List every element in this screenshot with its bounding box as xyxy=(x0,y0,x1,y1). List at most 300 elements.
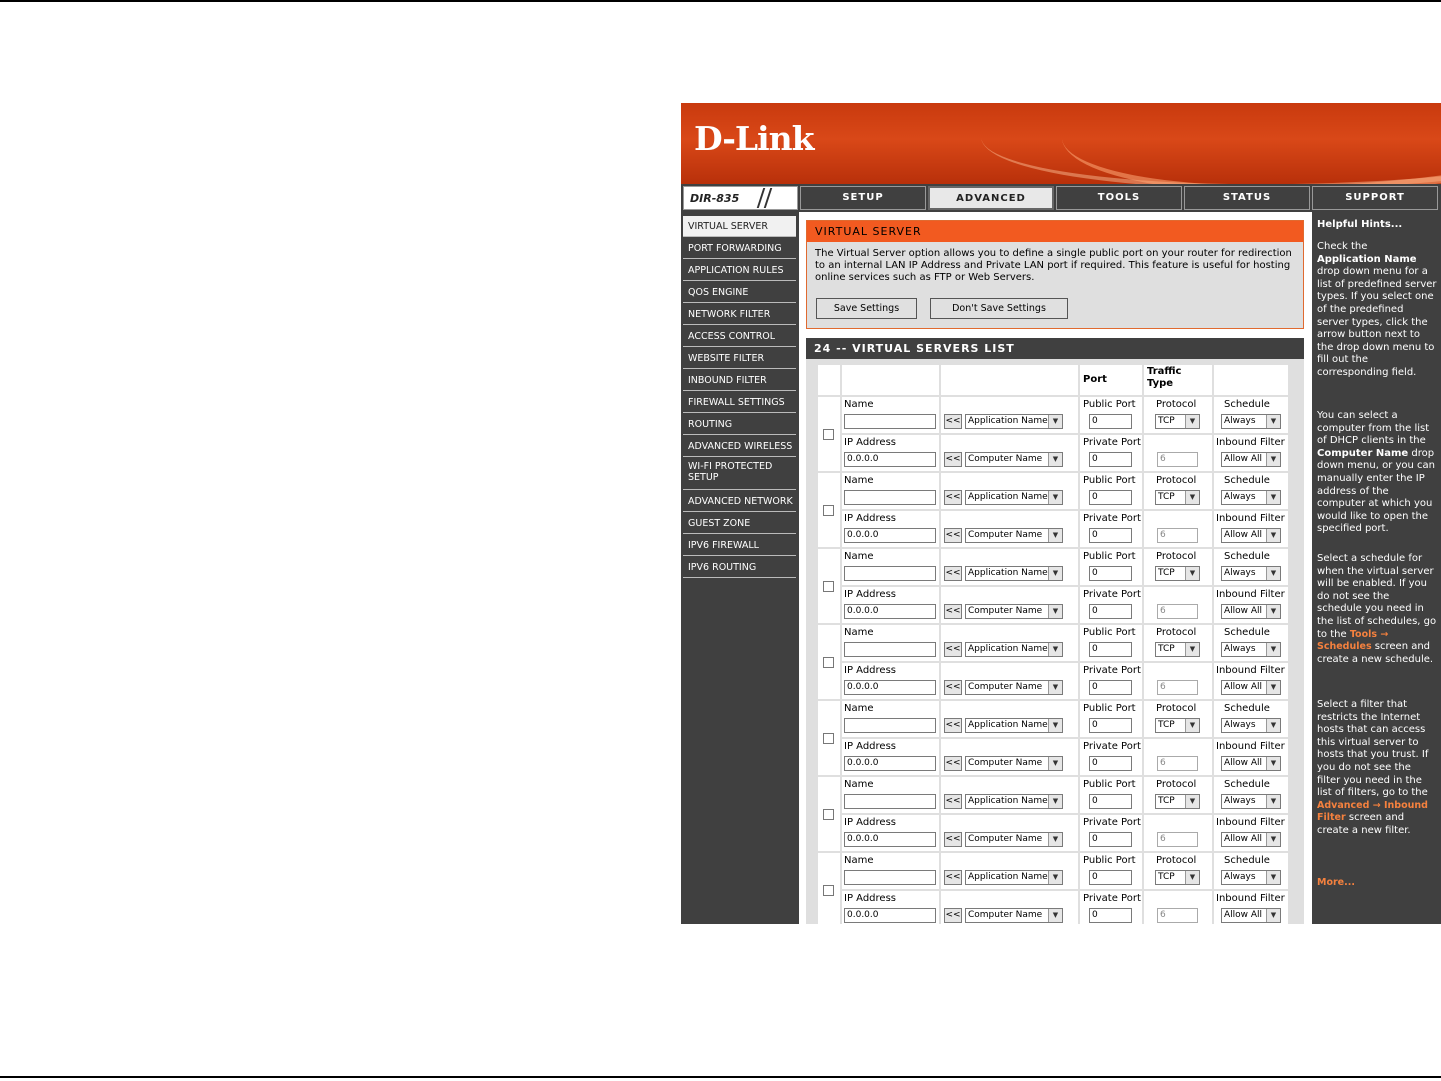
private-port-label: Private Port xyxy=(1083,437,1141,448)
protocol-number-cell xyxy=(1144,891,1212,924)
public-port-input[interactable]: 0 xyxy=(1089,642,1132,657)
public-port-cell xyxy=(1080,473,1142,509)
hint-schedule: Select a schedule for when the virtual server will be enabled. If you do not see the schedule you need in the list of schedules, go to the Tools → Schedules screen and create a new schedule. xyxy=(1317,553,1437,665)
inbound-filter-select[interactable]: Allow All ▼ xyxy=(1221,680,1281,695)
schedule-cell xyxy=(1214,473,1288,509)
inbound-filter-cell xyxy=(1214,739,1288,775)
hint-inbound-filter: Select a filter that restricts the Internet hosts that can access this virtual server to hosts that you trust. If you do not see the filter you need in the list of filters, go to the Advanced → Inbound Filter screen and create a new filter. xyxy=(1317,699,1429,836)
computer-cell xyxy=(941,891,1078,924)
header-cell-blank xyxy=(941,365,1078,395)
model-label: DIR-835 xyxy=(690,192,740,205)
inbound-filter-label: Inbound Filter xyxy=(1216,589,1285,600)
schedule-label: Schedule xyxy=(1224,399,1270,410)
chevron-down-icon: ▼ xyxy=(1048,909,1062,922)
computer-name-select[interactable]: Computer Name ▼ xyxy=(965,452,1063,467)
private-port-cell xyxy=(1080,511,1142,547)
copy-application-button[interactable]: << xyxy=(944,642,962,657)
name-cell xyxy=(842,549,939,585)
ip-address-label: IP Address xyxy=(844,437,896,448)
inbound-filter-cell xyxy=(1214,891,1288,924)
model-badge xyxy=(683,186,798,210)
name-cell xyxy=(842,701,939,737)
schedule-cell xyxy=(1214,853,1288,889)
protocol-number-input[interactable]: 6 xyxy=(1157,604,1198,619)
private-port-input[interactable]: 0 xyxy=(1089,528,1132,543)
inbound-filter-label: Inbound Filter xyxy=(1216,665,1285,676)
schedule-label: Schedule xyxy=(1224,475,1270,486)
schedule-cell xyxy=(1214,777,1288,813)
protocol-number-input[interactable]: 6 xyxy=(1157,452,1198,467)
public-port-input[interactable]: 0 xyxy=(1089,718,1132,733)
chevron-down-icon: ▼ xyxy=(1266,757,1280,770)
chevron-down-icon: ▼ xyxy=(1266,491,1280,504)
application-name-select[interactable]: Application Name ▼ xyxy=(965,870,1063,885)
public-port-cell xyxy=(1080,701,1142,737)
port-header: Port xyxy=(1083,374,1107,385)
computer-name-select[interactable]: Computer Name ▼ xyxy=(965,832,1063,847)
private-port-cell xyxy=(1080,739,1142,775)
ip-cell xyxy=(842,511,939,547)
traffic-type-header: Traffic Type xyxy=(1147,366,1182,389)
protocol-select[interactable]: TCP ▼ xyxy=(1155,794,1200,809)
router-admin-frame xyxy=(681,103,1441,924)
application-cell xyxy=(941,625,1078,661)
chevron-down-icon: ▼ xyxy=(1266,415,1280,428)
ip-address-label: IP Address xyxy=(844,665,896,676)
name-input[interactable] xyxy=(844,490,936,505)
chevron-down-icon: ▼ xyxy=(1185,795,1199,808)
tab-setup[interactable]: SETUP xyxy=(800,186,926,210)
chevron-down-icon: ▼ xyxy=(1266,529,1280,542)
chevron-down-icon: ▼ xyxy=(1048,681,1062,694)
sidebar-item-access-control[interactable]: ACCESS CONTROL xyxy=(683,326,796,347)
enable-checkbox[interactable] xyxy=(823,429,834,440)
private-port-input[interactable]: 0 xyxy=(1089,756,1132,771)
tab-tools[interactable]: TOOLS xyxy=(1056,186,1182,210)
computer-cell xyxy=(941,815,1078,851)
header-cell-blank xyxy=(842,365,939,395)
sidebar-item-advanced-wireless[interactable]: ADVANCED WIRELESS xyxy=(683,436,796,457)
chevron-down-icon: ▼ xyxy=(1266,871,1280,884)
advanced-inbound-filter-link[interactable]: Advanced → Inbound Filter xyxy=(1317,799,1428,824)
hint-computer-name: You can select a computer from the list of DHCP clients in the Computer Name drop down menu, or you can manually enter the IP address of the computer at which you would like to open the specified port. xyxy=(1317,410,1436,535)
computer-name-select[interactable]: Computer Name ▼ xyxy=(965,908,1063,923)
name-input[interactable] xyxy=(844,642,936,657)
virtual-servers-list-title: 24 -- VIRTUAL SERVERS LIST xyxy=(806,338,1304,359)
name-input[interactable] xyxy=(844,718,936,733)
schedule-select[interactable]: Always ▼ xyxy=(1221,794,1281,809)
protocol-number-cell xyxy=(1144,815,1212,851)
schedule-label: Schedule xyxy=(1224,627,1270,638)
schedule-cell xyxy=(1214,701,1288,737)
name-input[interactable] xyxy=(844,870,936,885)
application-name-select[interactable]: Application Name ▼ xyxy=(965,718,1063,733)
ip-address-label: IP Address xyxy=(844,817,896,828)
private-port-cell xyxy=(1080,663,1142,699)
private-port-label: Private Port xyxy=(1083,893,1141,904)
enable-checkbox[interactable] xyxy=(823,657,834,668)
chevron-down-icon: ▼ xyxy=(1048,453,1062,466)
chevron-down-icon: ▼ xyxy=(1048,529,1062,542)
name-label: Name xyxy=(844,627,874,638)
name-input[interactable] xyxy=(844,794,936,809)
chevron-down-icon: ▼ xyxy=(1048,719,1062,732)
chevron-down-icon: ▼ xyxy=(1048,491,1062,504)
virtual-server-section xyxy=(806,220,1304,329)
inbound-filter-select[interactable]: Allow All ▼ xyxy=(1221,604,1281,619)
sidebar-item-network-filter[interactable]: NETWORK FILTER xyxy=(683,304,796,325)
sidebar-item-ipv6-firewall[interactable]: IPV6 FIREWALL xyxy=(683,535,796,556)
chevron-down-icon: ▼ xyxy=(1266,605,1280,618)
application-cell xyxy=(941,701,1078,737)
enable-checkbox[interactable] xyxy=(823,733,834,744)
ip-address-input[interactable]: 0.0.0.0 xyxy=(844,604,936,619)
ip-address-label: IP Address xyxy=(844,513,896,524)
schedule-label: Schedule xyxy=(1224,855,1270,866)
inbound-filter-select[interactable]: Allow All ▼ xyxy=(1221,528,1281,543)
sidebar-item-port-forwarding[interactable]: PORT FORWARDING xyxy=(683,238,796,259)
tab-advanced[interactable]: ADVANCED xyxy=(928,186,1054,210)
computer-cell xyxy=(941,587,1078,623)
ip-cell xyxy=(842,663,939,699)
save-settings-button[interactable]: Save Settings xyxy=(816,298,917,319)
inbound-filter-select[interactable]: Allow All ▼ xyxy=(1221,832,1281,847)
private-port-cell xyxy=(1080,435,1142,471)
helpful-hints-panel xyxy=(1312,212,1441,924)
sidebar-item-guest-zone[interactable]: GUEST ZONE xyxy=(683,513,796,534)
name-label: Name xyxy=(844,779,874,790)
row-check-cell xyxy=(818,777,840,851)
private-port-input[interactable]: 0 xyxy=(1089,832,1132,847)
header-cell-traffic xyxy=(1144,365,1212,395)
chevron-down-icon: ▼ xyxy=(1266,681,1280,694)
chevron-down-icon: ▼ xyxy=(1266,567,1280,580)
chevron-down-icon: ▼ xyxy=(1185,719,1199,732)
ip-address-input[interactable]: 0.0.0.0 xyxy=(844,528,936,543)
protocol-number-input[interactable]: 6 xyxy=(1157,832,1198,847)
schedule-cell xyxy=(1214,625,1288,661)
private-port-input[interactable]: 0 xyxy=(1089,908,1132,923)
chevron-down-icon: ▼ xyxy=(1266,453,1280,466)
protocol-cell xyxy=(1144,549,1212,585)
inbound-filter-label: Inbound Filter xyxy=(1216,893,1285,904)
copy-application-button[interactable]: << xyxy=(944,414,962,429)
protocol-number-cell xyxy=(1144,663,1212,699)
name-label: Name xyxy=(844,703,874,714)
private-port-cell xyxy=(1080,891,1142,924)
inbound-filter-cell xyxy=(1214,815,1288,851)
computer-cell xyxy=(941,511,1078,547)
inbound-filter-select[interactable]: Allow All ▼ xyxy=(1221,908,1281,923)
main-content xyxy=(799,212,1312,924)
row-check-cell xyxy=(818,625,840,699)
computer-name-select[interactable]: Computer Name ▼ xyxy=(965,756,1063,771)
chevron-down-icon: ▼ xyxy=(1048,605,1062,618)
computer-name-select[interactable]: Computer Name ▼ xyxy=(965,604,1063,619)
protocol-number-cell xyxy=(1144,511,1212,547)
section-title: VIRTUAL SERVER xyxy=(807,221,1303,242)
name-label: Name xyxy=(844,855,874,866)
private-port-label: Private Port xyxy=(1083,741,1141,752)
protocol-number-cell xyxy=(1144,739,1212,775)
public-port-cell xyxy=(1080,549,1142,585)
application-cell xyxy=(941,473,1078,509)
chevron-down-icon: ▼ xyxy=(1266,719,1280,732)
row-check-cell xyxy=(818,701,840,775)
chevron-down-icon: ▼ xyxy=(1185,643,1199,656)
protocol-cell xyxy=(1144,397,1212,433)
private-port-label: Private Port xyxy=(1083,817,1141,828)
protocol-select[interactable]: TCP ▼ xyxy=(1155,414,1200,429)
protocol-cell xyxy=(1144,625,1212,661)
public-port-cell xyxy=(1080,625,1142,661)
header-cell-port xyxy=(1080,365,1142,395)
top-rule xyxy=(0,0,1441,2)
schedule-select[interactable]: Always ▼ xyxy=(1221,718,1281,733)
public-port-input[interactable]: 0 xyxy=(1089,566,1132,581)
row-check-cell xyxy=(818,473,840,547)
protocol-number-input[interactable]: 6 xyxy=(1157,680,1198,695)
name-cell xyxy=(842,777,939,813)
protocol-number-input[interactable]: 6 xyxy=(1157,756,1198,771)
row-check-cell xyxy=(818,549,840,623)
public-port-input[interactable]: 0 xyxy=(1089,490,1132,505)
protocol-number-input[interactable]: 6 xyxy=(1157,528,1198,543)
private-port-input[interactable]: 0 xyxy=(1089,680,1132,695)
chevron-down-icon: ▼ xyxy=(1048,833,1062,846)
protocol-select[interactable]: TCP ▼ xyxy=(1155,490,1200,505)
chevron-down-icon: ▼ xyxy=(1266,643,1280,656)
tab-support[interactable]: SUPPORT xyxy=(1312,186,1438,210)
schedule-select[interactable]: Always ▼ xyxy=(1221,870,1281,885)
name-cell xyxy=(842,473,939,509)
computer-name-select[interactable]: Computer Name ▼ xyxy=(965,528,1063,543)
public-port-cell xyxy=(1080,397,1142,433)
copy-computer-button[interactable]: << xyxy=(944,604,962,619)
ip-cell xyxy=(842,891,939,924)
enable-checkbox[interactable] xyxy=(823,581,834,592)
chevron-down-icon: ▼ xyxy=(1266,833,1280,846)
application-name-select[interactable]: Application Name ▼ xyxy=(965,566,1063,581)
inbound-filter-select[interactable]: Allow All ▼ xyxy=(1221,452,1281,467)
public-port-label: Public Port xyxy=(1083,399,1136,410)
private-port-label: Private Port xyxy=(1083,513,1141,524)
schedule-label: Schedule xyxy=(1224,551,1270,562)
banner xyxy=(681,103,1441,184)
row-check-cell xyxy=(818,397,840,471)
protocol-select[interactable]: TCP ▼ xyxy=(1155,718,1200,733)
inbound-filter-cell xyxy=(1214,511,1288,547)
copy-computer-button[interactable]: << xyxy=(944,908,962,923)
copy-computer-button[interactable]: << xyxy=(944,832,962,847)
virtual-servers-table xyxy=(806,359,1304,924)
tools-schedules-link[interactable]: Tools → Schedules xyxy=(1317,628,1389,653)
section-description: The Virtual Server option allows you to define a single public port on your router for redirection to an internal LAN IP Address and Private LAN port if required. This feature is useful for hosting online services such as FTP or Web Servers. xyxy=(815,248,1292,283)
enable-checkbox[interactable] xyxy=(823,809,834,820)
tab-bar xyxy=(681,184,1441,212)
application-cell xyxy=(941,777,1078,813)
sidebar-item-advanced-network[interactable]: ADVANCED NETWORK xyxy=(683,491,796,512)
enable-checkbox[interactable] xyxy=(823,885,834,896)
ip-cell xyxy=(842,815,939,851)
computer-cell xyxy=(941,663,1078,699)
schedule-select[interactable]: Always ▼ xyxy=(1221,490,1281,505)
chevron-down-icon: ▼ xyxy=(1048,795,1062,808)
schedule-cell xyxy=(1214,549,1288,585)
more-link[interactable]: More... xyxy=(1317,877,1355,888)
inbound-filter-label: Inbound Filter xyxy=(1216,437,1285,448)
application-name-select[interactable]: Application Name ▼ xyxy=(965,414,1063,429)
public-port-input[interactable]: 0 xyxy=(1089,414,1132,429)
name-cell xyxy=(842,853,939,889)
copy-application-button[interactable]: << xyxy=(944,566,962,581)
protocol-select[interactable]: TCP ▼ xyxy=(1155,566,1200,581)
dont-save-settings-button[interactable]: Don't Save Settings xyxy=(930,298,1068,319)
computer-cell xyxy=(941,435,1078,471)
copy-computer-button[interactable]: << xyxy=(944,756,962,771)
public-port-label: Public Port xyxy=(1083,475,1136,486)
ip-address-input[interactable]: 0.0.0.0 xyxy=(844,452,936,467)
private-port-label: Private Port xyxy=(1083,665,1141,676)
protocol-label: Protocol xyxy=(1156,703,1197,714)
schedule-cell xyxy=(1214,397,1288,433)
protocol-select[interactable]: TCP ▼ xyxy=(1155,870,1200,885)
ip-address-label: IP Address xyxy=(844,741,896,752)
chevron-down-icon: ▼ xyxy=(1266,909,1280,922)
copy-application-button[interactable]: << xyxy=(944,794,962,809)
private-port-cell xyxy=(1080,815,1142,851)
name-input[interactable] xyxy=(844,566,936,581)
sidebar-item-website-filter[interactable]: WEBSITE FILTER xyxy=(683,348,796,369)
name-input[interactable] xyxy=(844,414,936,429)
schedule-select[interactable]: Always ▼ xyxy=(1221,566,1281,581)
chevron-down-icon: ▼ xyxy=(1185,415,1199,428)
inbound-filter-label: Inbound Filter xyxy=(1216,817,1285,828)
protocol-number-cell xyxy=(1144,587,1212,623)
copy-application-button[interactable]: << xyxy=(944,490,962,505)
ip-address-input[interactable]: 0.0.0.0 xyxy=(844,680,936,695)
sidebar-item-firewall-settings[interactable]: FIREWALL SETTINGS xyxy=(683,392,796,413)
inbound-filter-label: Inbound Filter xyxy=(1216,513,1285,524)
copy-computer-button[interactable]: << xyxy=(944,680,962,695)
sidebar-item-virtual-server[interactable]: VIRTUAL SERVER xyxy=(683,216,796,237)
public-port-label: Public Port xyxy=(1083,779,1136,790)
sidebar-item-ipv6-routing[interactable]: IPV6 ROUTING xyxy=(683,557,796,578)
protocol-label: Protocol xyxy=(1156,855,1197,866)
public-port-label: Public Port xyxy=(1083,551,1136,562)
protocol-number-input[interactable]: 6 xyxy=(1157,908,1198,923)
name-label: Name xyxy=(844,551,874,562)
left-nav xyxy=(681,212,799,924)
name-cell xyxy=(842,397,939,433)
header-cell-blank xyxy=(818,365,840,395)
name-label: Name xyxy=(844,399,874,410)
private-port-label: Private Port xyxy=(1083,589,1141,600)
private-port-input[interactable]: 0 xyxy=(1089,452,1132,467)
inbound-filter-cell xyxy=(1214,663,1288,699)
chevron-down-icon: ▼ xyxy=(1048,567,1062,580)
ip-address-input[interactable]: 0.0.0.0 xyxy=(844,756,936,771)
chevron-down-icon: ▼ xyxy=(1048,643,1062,656)
header-cell-blank xyxy=(1214,365,1288,395)
application-cell xyxy=(941,549,1078,585)
sidebar-item-routing[interactable]: ROUTING xyxy=(683,414,796,435)
copy-computer-button[interactable]: << xyxy=(944,452,962,467)
copy-computer-button[interactable]: << xyxy=(944,528,962,543)
chevron-down-icon: ▼ xyxy=(1266,795,1280,808)
copy-application-button[interactable]: << xyxy=(944,718,962,733)
chevron-down-icon: ▼ xyxy=(1185,871,1199,884)
protocol-label: Protocol xyxy=(1156,551,1197,562)
copy-application-button[interactable]: << xyxy=(944,870,962,885)
application-name-select[interactable]: Application Name ▼ xyxy=(965,490,1063,505)
application-cell xyxy=(941,853,1078,889)
public-port-label: Public Port xyxy=(1083,855,1136,866)
public-port-cell xyxy=(1080,777,1142,813)
computer-name-select[interactable]: Computer Name ▼ xyxy=(965,680,1063,695)
protocol-number-cell xyxy=(1144,435,1212,471)
computer-cell xyxy=(941,739,1078,775)
application-cell xyxy=(941,397,1078,433)
ip-cell xyxy=(842,435,939,471)
sidebar-item-qos-engine[interactable]: QOS ENGINE xyxy=(683,282,796,303)
inbound-filter-label: Inbound Filter xyxy=(1216,741,1285,752)
row-check-cell xyxy=(818,853,840,924)
schedule-select[interactable]: Always ▼ xyxy=(1221,414,1281,429)
public-port-label: Public Port xyxy=(1083,703,1136,714)
protocol-cell xyxy=(1144,701,1212,737)
sidebar-item-inbound-filter[interactable]: INBOUND FILTER xyxy=(683,370,796,391)
protocol-select[interactable]: TCP ▼ xyxy=(1155,642,1200,657)
schedule-label: Schedule xyxy=(1224,703,1270,714)
ip-address-input[interactable]: 0.0.0.0 xyxy=(844,832,936,847)
schedule-select[interactable]: Always ▼ xyxy=(1221,642,1281,657)
enable-checkbox[interactable] xyxy=(823,505,834,516)
tab-status[interactable]: STATUS xyxy=(1184,186,1310,210)
application-name-select[interactable]: Application Name ▼ xyxy=(965,794,1063,809)
ip-address-input[interactable]: 0.0.0.0 xyxy=(844,908,936,923)
inbound-filter-cell xyxy=(1214,435,1288,471)
inbound-filter-select[interactable]: Allow All ▼ xyxy=(1221,756,1281,771)
protocol-label: Protocol xyxy=(1156,627,1197,638)
sidebar-item-wi-fi-protected-setup[interactable]: WI-FI PROTECTED SETUP xyxy=(683,458,796,490)
inbound-filter-cell xyxy=(1214,587,1288,623)
protocol-label: Protocol xyxy=(1156,475,1197,486)
chevron-down-icon: ▼ xyxy=(1048,415,1062,428)
private-port-input[interactable]: 0 xyxy=(1089,604,1132,619)
public-port-label: Public Port xyxy=(1083,627,1136,638)
hint-application-name: Check the Application Name drop down menu for a list of predefined server types. If you select one of the predefined server types, click the arrow button next to the drop down menu to fill out the corresponding field. xyxy=(1317,241,1437,378)
protocol-label: Protocol xyxy=(1156,779,1197,790)
protocol-label: Protocol xyxy=(1156,399,1197,410)
protocol-cell xyxy=(1144,777,1212,813)
sidebar-item-application-rules[interactable]: APPLICATION RULES xyxy=(683,260,796,281)
protocol-cell xyxy=(1144,853,1212,889)
bottom-rule xyxy=(0,1076,1441,1078)
dlink-logo: D-Link xyxy=(694,119,814,158)
application-name-select[interactable]: Application Name ▼ xyxy=(965,642,1063,657)
private-port-cell xyxy=(1080,587,1142,623)
public-port-cell xyxy=(1080,853,1142,889)
ip-cell xyxy=(842,587,939,623)
chevron-down-icon: ▼ xyxy=(1185,567,1199,580)
ip-cell xyxy=(842,739,939,775)
name-label: Name xyxy=(844,475,874,486)
protocol-cell xyxy=(1144,473,1212,509)
public-port-input[interactable]: 0 xyxy=(1089,870,1132,885)
schedule-label: Schedule xyxy=(1224,779,1270,790)
public-port-input[interactable]: 0 xyxy=(1089,794,1132,809)
